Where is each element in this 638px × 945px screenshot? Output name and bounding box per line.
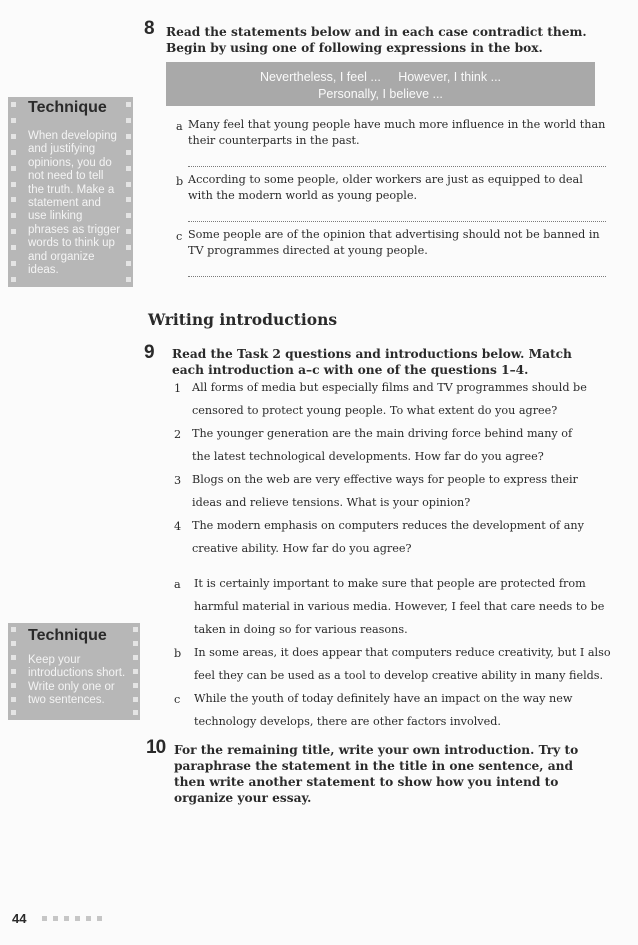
film-strip-right [130,623,140,720]
question-1-label: 1 [174,382,182,395]
expressions-box [166,62,595,106]
film-strip-left [8,97,18,287]
answer-line-a [188,166,606,167]
technique-box-1 [8,97,133,287]
technique-title-1: Technique [28,99,107,116]
film-strip-left [8,623,18,720]
question-2-label: 2 [174,428,182,441]
technique-body-1: When developing and justifying opinions, you do not need to tell the truth. Make a statement and use linking phrases as trigger words to think up and organize ideas. [28,130,121,277]
question-1-text: All forms of media but especially films and TV programmes should be censored to protect young people. To what extent do you agree? [192,381,587,417]
exercise-9-number: 9 [144,342,154,363]
exercise-9-instruction: Read the Task 2 questions and introductions below. Match each introduction a–c with one of the questions 1–4. [172,347,572,377]
page-number: 44 [12,911,27,926]
question-2-text: The younger generation are the main driving force behind many of the latest technological developments. How far do you agree? [192,427,573,463]
page-decoration [42,916,102,921]
answer-line-b [188,221,606,222]
intro-b-label: b [174,647,182,660]
exercise-10-number: 10 [146,737,166,758]
exercise-8-number: 8 [144,18,154,39]
technique-title-2: Technique [28,627,107,644]
intro-b-text: In some areas, it does appear that computers reduce creativity, but I also feel they can be used as a tool to develop creative ability in many fields. [194,646,611,682]
question-3-label: 3 [174,474,182,487]
intro-c-label: c [174,693,181,706]
item-a-label: a [176,120,183,133]
section-title: Writing introductions [148,310,338,329]
technique-box-2 [8,623,140,720]
technique-body-2: Keep your introductions short. Write only one or two sentences. [28,654,126,707]
item-b-text: According to some people, older workers are just as equipped to deal with the modern world as young people. [188,173,583,202]
question-4-label: 4 [174,520,182,533]
answer-line-c [188,276,606,277]
item-a-text: Many feel that young people have much more influence in the world than their counterparts in the past. [188,118,606,147]
question-3-text: Blogs on the web are very effective ways for people to express their ideas and relieve tensions. What is your opinion? [192,473,578,509]
intro-a-text: It is certainly important to make sure that people are protected from harmful material in various media. However, I feel that care needs to be taken in doing so for various reasons. [194,577,605,636]
item-b-label: b [176,175,184,188]
expressions-line-1: Nevertheless, I feel ... However, I think ... [259,70,502,84]
exercise-8-instruction: Read the statements below and in each case contradict them. Begin by using one of following expressions in the box. [166,25,587,55]
expressions-line-2: Personally, I believe ... [318,87,443,101]
intro-c-text: While the youth of today definitely have an impact on the way new technology develops, there are other factors involved. [194,692,573,728]
item-c-label: c [176,230,183,243]
exercise-10-instruction: For the remaining title, write your own introduction. Try to paraphrase the statement in the title in one sentence, and then write another statement to show how you intend to organize your essay. [174,743,579,805]
film-strip-right [123,97,133,287]
question-4-text: The modern emphasis on computers reduces the development of any creative ability. How far do you agree? [192,519,584,555]
item-c-text: Some people are of the opinion that advertising should not be banned in TV programmes directed at young people. [188,228,600,257]
intro-a-label: a [174,578,181,591]
